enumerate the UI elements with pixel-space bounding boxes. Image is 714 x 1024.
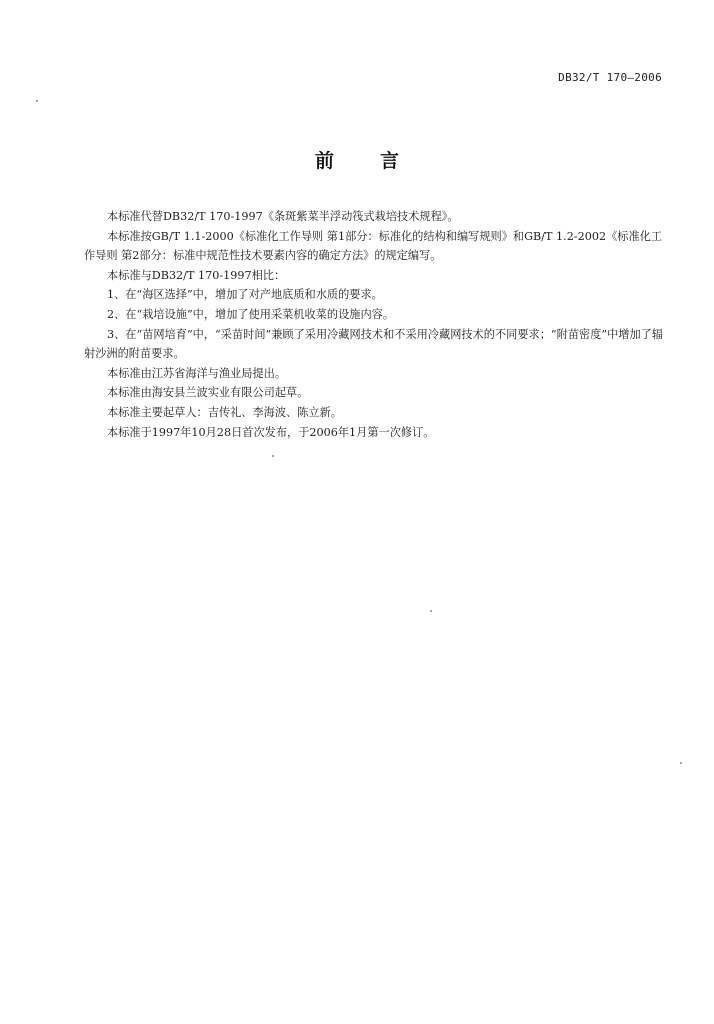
scan-speck (36, 100, 38, 102)
scan-speck (272, 455, 274, 457)
paragraph-proposer: 本标准由江苏省海洋与渔业局提出。 (107, 366, 287, 380)
title-char-1: 前 (314, 150, 334, 172)
page-title (0, 146, 714, 173)
title-char-2: 言 (380, 150, 400, 172)
scan-speck (680, 762, 682, 764)
paragraph-comparison: 本标准与DB32/T 170-1997相比： (107, 268, 286, 282)
document-code: DB32/T 170—2006 (558, 71, 662, 84)
paragraph-replaces: 本标准代替DB32/T 170-1997《条斑紫菜半浮动筏式栽培技术规程》。 (107, 210, 459, 223)
paragraph-drafters: 本标准主要起草人：吉传礼、李海波、陈立新。 (107, 405, 342, 419)
paragraph-change-3: 3、在“苗网培育”中，“采苗时间”兼顾了采用冷藏网技术和不采用冷藏网技术的不同要求；“附苗密度”中增加了辐射沙洲的附苗要求。 (84, 327, 664, 361)
scan-speck (430, 610, 432, 612)
paragraph-drafter-org: 本标准由海安县兰波实业有限公司起草。 (107, 386, 309, 400)
paragraph-drafting-rules: 本标准按GB/T 1.1-2000《标准化工作导则 第1部分：标准化的结构和编写规则》和GB/T 1.2-2002《标准化工作导则 第2部分：标准中规范性技术要素内容的确定方法》的规定编写。 (84, 229, 663, 263)
paragraph-change-2: 2、在“栽培设施”中，增加了使用采菜机收菜的设施内容。 (107, 307, 395, 321)
paragraph-change-1: 1、在“海区选择”中，增加了对产地底质和水质的要求。 (107, 288, 383, 302)
paragraph-history: 本标准于1997年10月28日首次发布，于2006年1月第一次修订。 (107, 425, 435, 439)
foreword-body (84, 207, 664, 442)
